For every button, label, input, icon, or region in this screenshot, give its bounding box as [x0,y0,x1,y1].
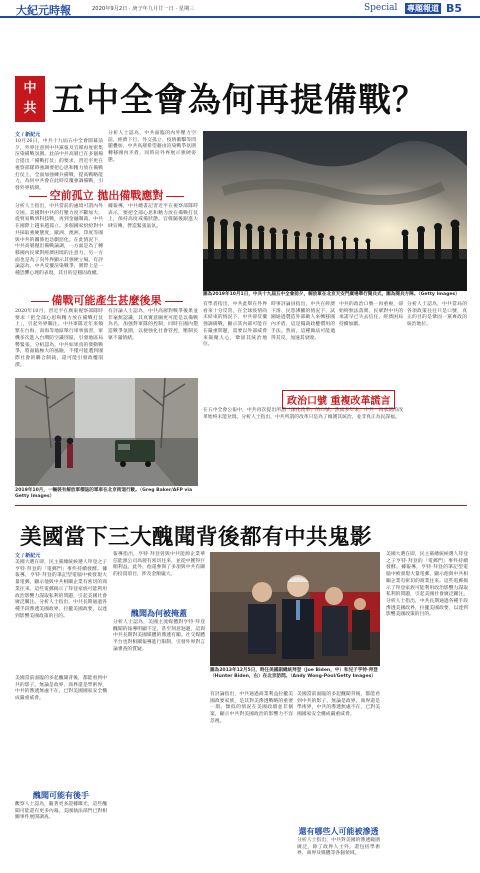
kicker-line-2: 共 [23,101,37,116]
article2-column-f: 觀察人士認為，隨著更多證據曝光，這些醜聞可能還有更多內幕。美國執法部門已對相關事件展開調查。 [15,802,107,821]
photo2-caption: 2019年10月，一輛裝有解放軍標誌的軍車在北京街道行駛。（Greg Baker/AFP via Getty Images） [15,488,193,500]
biden-photo [210,552,380,666]
article1-column-a: 分析人士指出，中共當前的處境可謂內外交困。美國對中共的打壓力度不斷加大，從貿易戰到科技戰，再到金融制裁，中共在國際上越來越孤立。多個國家紛紛對中共採取強硬態度，歐洲、澳洲、印度等國與中共的關係也急劇惡化。在此情況下，中共高層拋出備戰論調，一方面是為了轉移國內民眾對經濟困境的注意力，另一方面也是為了向外界顯示其強硬立場。有評論認為，中共反覆渲染戰爭，實際上是一種恐懼心理的表現，其目的是穩固政權。 [15,204,103,277]
article1-intro-2: 分析人士認為，中共面臨的內外壓力空前，經濟下行、外交孤立、疫情衝擊等問題疊加，中共高層希望藉由渲染戰爭氛圍轉移國內矛盾，同時向外界展示強硬姿態。 [108,131,196,163]
article1-column-g: 在五中全會公報中，中共再次提出所謂「深化改革」的口號。然而多年來，中共一再承諾的改革始終未能兌現。分析人士指出，中共所謂的改革只是為了維護其統治，並非真正為民謀福。 [203,408,403,420]
kicker-line-1: 中 [23,81,37,96]
article2-column-d-cont: 美國當前面臨的多起醜聞背後，都能看到中共的影子。無論是政界、商界還是學術界，中共的滲透無處不在，已對美國國家安全構成嚴重威脅。 [297,692,380,718]
kicker-badge [15,76,45,122]
article2-column-a: 美國大選在即，民主黨總統候選人拜登之子亨特·拜登的「電郵門」事件持續發酵。據報導，亨特·拜登的筆記型電腦中被發現大量電郵，顯示他與中共相關企業有密切的商業往來。這些電郵揭示了拜登家族可能利用政治影響力謀取私利的問題，引起美國社會廣泛關注。分析人士指出，中共長期通過各種手段滲透美國政界，拉攏美國政要，以達到影響美國政策的目的。 [15,560,107,619]
subhead-rule [165,301,183,302]
article1-byline: 文 / 新紀元 [15,132,41,138]
article2-byline: 文 / 新紀元 [15,553,41,559]
page-number: B5 [446,2,463,15]
article1-column-e: 有評論人士認為，中共高層對戰爭後果並非毫無認識，其真實意圖更可能是以備戰為名，加強對軍隊的控制，同時在國內製造戰爭氛圍，以便強化社會管控，壓制民眾不滿情緒。 [108,309,198,341]
article1-subhead-1: 空前孤立 拋出備戰應對 [15,187,198,203]
article1-intro: 10月26日，中共十九屆五中全會開幕前夕，外界注意到中共黨報及官媒再度密集渲染備戰氛圍。此前中共高層已在多個場合提出「備戰打仗」的要求，習近平更在視察部隊時強調要把心思和精力放在備戰打仗上，全面加強練兵備戰，提高戰略能力，為何中共會在此時反覆強調備戰，引發外界猜測。 [15,139,103,191]
masthead-logo: 大紀元時報 [16,4,71,17]
masthead-special: Special [364,3,398,13]
article1-column-i: 分析人士認為，中共當局的各項政策往往只是口號，真正的目的是鞏固一黨專政的統治地位。 [407,302,467,328]
article-divider [15,505,467,506]
article1-column-d: 2020年10月，習近平在廣東視察部隊時要求「把全部心思和精力放在備戰打仗上」，引起外界關注。中共軍隊近年來頻繁在台海、南海等地區舉行軍事演習，軍機多次進入台灣防空識別區，引發地區局勢緊張。分析認為，中共如果真的發動戰爭，將面臨極大的風險，不僅可能遭到國際社會的聯合制裁，還可能引發政權崩潰。 [15,309,103,368]
photo3-caption: 圖為2013年12月5日，時任美國副總統拜登（Joe Biden，中）和兒子亨特·拜登（Hunter Biden，右）在北京訪問。（Andy Wong-Pool/Getty Images） [210,668,378,680]
article1-column-c: 有學者指出，中共此舉在外界看來十分反常，在全球疫情尚未結束的情況下，中共卻反覆強調備戰，顯示其內部可能存在嚴重問題，需要以外部威脅來凝聚人心，鞏固其統治地位。 [203,302,267,348]
article1-headline: 五中全會為何再提備戰？ [52,80,426,119]
article2-column-d: 有評論指出，中共通過商業利益拉攏美國政要家族，是其對美滲透戰略的重要一環。類似的情況在美國政壇並非個案，顯示中共對美國政治的影響力不容忽視。 [210,692,293,724]
article2-subhead-2: 醜聞可能有後手 [33,790,89,800]
article1-column-f: 時事評論員指出，中共在經濟下滑、民怨沸騰的情況下，試圖通過製造外部敵人來轉移國內矛盾，這是獨裁政權慣用的手法。然而，這種做法可能適得其反，加速其衰敗。 [271,302,335,341]
article2-column-b: 報導指出，亨特·拜登曾與中共能源企業華信能源公司高層有密切往來，並從中獲得巨額利益。此外，他還參與了多項與中共有關的投資項目，涉及金額龐大。 [113,552,205,578]
article2-column-e: 美國當前面臨的多起醜聞背後，都能看到中共的影子。無論是政界、商界還是學術界，中共的滲透無處不在，已對美國國家安全構成嚴重威脅。 [15,676,107,702]
masthead-date: 2020年9月2日 · 庚子年九月廿一日 · 星期三 [92,6,195,12]
section-tag: 專題報道 [407,4,439,13]
article2-column-c: 分析人士認為，美國主流媒體對亨特·拜登醜聞的報導明顯不足，甚至刻意迴避，這與中共長期對美國媒體的滲透有關。社交媒體平台也對相關報導進行限制，引發外界對言論審查的質疑。 [113,620,205,652]
article1-subhead-3: 政治口號 重複改革謊言 [282,390,395,409]
article2-column-g: 分析人士指出，中共對美國的滲透範圍廣泛，除了政界人士外，還包括學術界、商界及媒體等各個領域。 [297,838,380,857]
article2-subhead-3: 還有哪些人可能被滲透 [298,826,379,836]
article1-column-h: 中共的政治口號一再重複，卻始終無法落實。民眾對中共的承諾早已失去信任，經濟困局持續加劇。 [339,302,403,328]
article2-headline: 美國當下三大醜聞背後都有中共鬼影 [20,525,373,550]
subhead-rule [166,196,184,197]
article2-column-h: 美國大選在即，民主黨總統候選人拜登之子亨特·拜登的「電郵門」事件持續發酵。據報導，亨特·拜登的筆記型電腦中被發現大量電郵，顯示他與中共相關企業有密切的商業往來。這些電郵揭示了拜登家族可能利用政治影響力謀取私利的問題，引起美國社會廣泛關注。分析人士指出，中共長期通過各種手段滲透美國政界，拉攏美國政要，以達到影響美國政策的目的。 [386,552,468,618]
article1-column-b: 據報導，中共總書記習近平在視察部隊時表示，要把全部心思和精力放在備戰打仗上，保持高度戒備狀態。官媒隨後跟進大肆宣傳，營造緊張氣氛。 [108,204,198,230]
photo1-caption: 圖為2019年10月1日，中共十九屆五中全會前夕，解放軍在北京天安門廣場舉行閱兵式，圖為閱兵方陣。（Getty Images） [203,292,460,297]
subhead-rule [29,196,47,197]
street-photo [15,378,198,486]
soldiers-photo [203,131,467,291]
article2-subhead-1: 醜聞為何被掩蓋 [131,608,187,618]
subhead-rule [31,301,49,302]
article1-subhead-2: 備戰可能產生甚麼後果 [15,292,198,308]
